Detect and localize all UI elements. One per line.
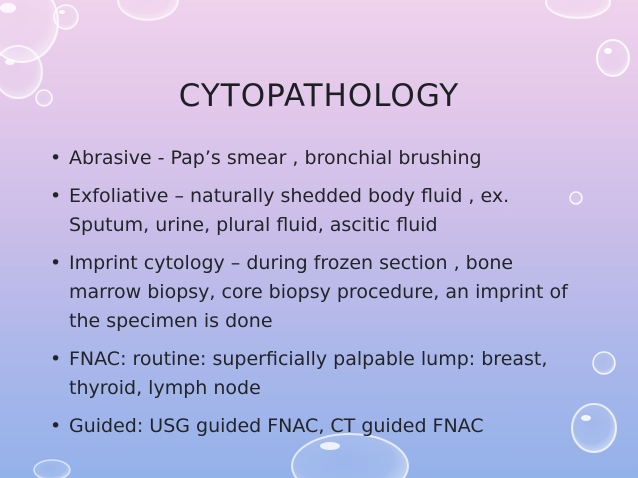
bullet-item-fnac: [50, 345, 590, 403]
droplet-small-top-left: [54, 5, 78, 29]
bullet-text: FNAC: routine: superficially palpable lump: breast, thyroid, lymph node: [69, 348, 548, 399]
bullet-text: Abrasive - Pap’s smear , bronchial brushing: [69, 147, 482, 169]
bullet-item-exfoliative: [50, 182, 590, 240]
droplet-top-right: [546, 0, 610, 18]
bullet-marker: •: [50, 252, 62, 274]
bullet-text: Guided: USG guided FNAC, CT guided FNAC: [69, 415, 484, 437]
bullet-item-guided: [50, 412, 590, 441]
bullet-item-abrasive: [50, 144, 590, 173]
droplet-right-upper: [597, 40, 629, 76]
droplet-top-center: [118, 0, 178, 20]
bullet-list: [50, 144, 590, 450]
bullet-text: Exfoliative – naturally shedded body fluid , ex. Sputum, urine, plural fluid, ascitic fluid: [69, 185, 510, 236]
droplet-right-middle: [593, 352, 615, 374]
bullet-marker: •: [50, 348, 62, 370]
bullet-marker: •: [50, 415, 62, 437]
bullet-item-imprint-cytology: [50, 249, 590, 336]
slide-title: CYTOPATHOLOGY: [178, 78, 460, 114]
droplet-bottom-left: [34, 460, 70, 478]
bullet-marker: •: [50, 147, 62, 169]
bullet-marker: •: [50, 185, 62, 207]
bullet-text: Imprint cytology – during frozen section , bone marrow biopsy, core biopsy procedure, an imprint of the specimen is done: [69, 252, 568, 332]
